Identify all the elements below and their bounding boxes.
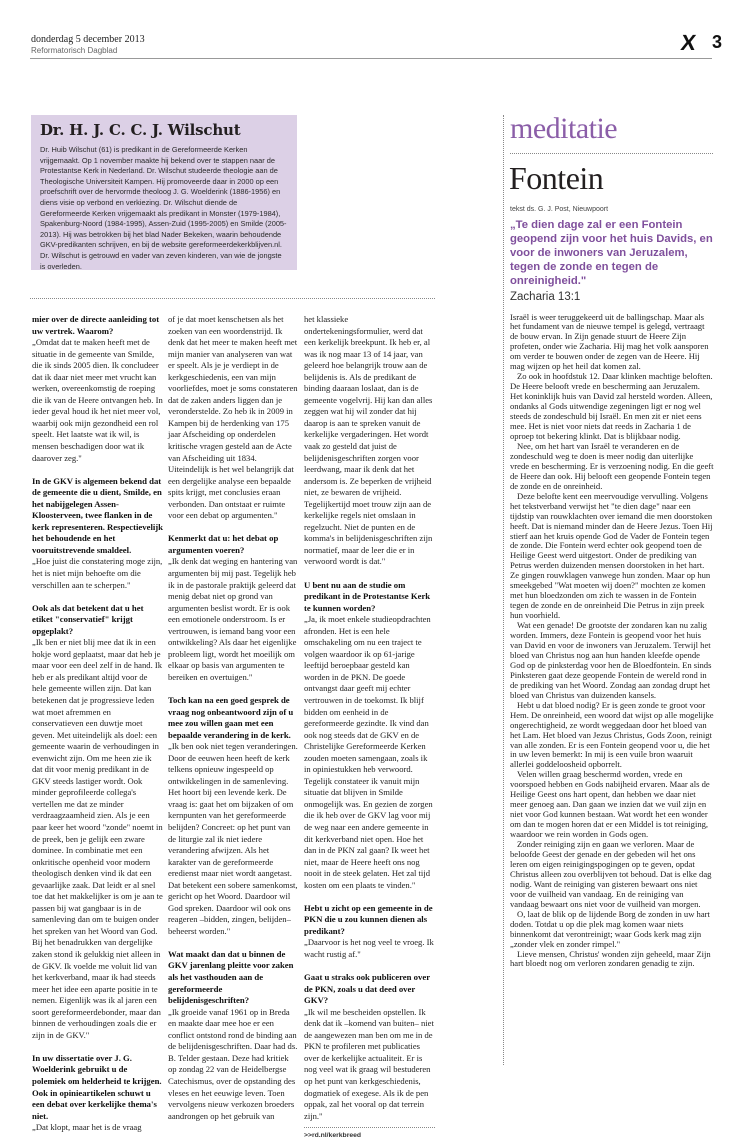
source-link[interactable]: >>rd.nl/kerkbreed	[304, 1132, 362, 1140]
bio-text: Dr. Huib Wilschut (61) is predikant in de Gereformeerde Kerken vrijgemaakt. Op 1 november maakte hij bekend over te stappen naar de Protestantse Kerk in Nederland. Dr. Wilschut studeerde theologie aan de Theologische Universiteit Kampen. Hij promoveerde daar in 2000 op een proefschrift over de hervormde theoloog J. G. Woelderink (1886-1956) en diens visie op verbond en verkiezing. Dr. Wilschut diende de Gereformeerde Kerken vrijgemaakt als predikant in Monster (1979-1984), Spakenburg-Noord (1984-1995), Assen-Zuid (1995-2005) en Smilde (2005-2013). Hij was betrokken bij het blad Nader Bekeken, waarin behoudende GKV-predikanten schrijven, en bij de website gereformeerdekerkblijven.nl. Dr. Wilschut is getrouwd en vader van zeven kinderen, van wie de jongste is overleden.	[40, 145, 287, 271]
interview-answer: „Daarvoor is het nog veel te vroeg. Ik wacht rustig af."	[304, 937, 434, 959]
article-title: Fontein	[509, 160, 604, 196]
interview-question: U bent nu aan de studie om predikant in de Protestantse Kerk te kunnen worden?	[304, 579, 431, 613]
interview-question: Kenmerkt dat u: het debat op argumenten voeren?	[168, 533, 279, 555]
paragraph-gap	[304, 568, 435, 580]
paragraph-gap	[168, 683, 299, 695]
meditatie-paragraph: Velen willen graag beschermd worden, vrede en voorspoed hebben en Gods nabijheid ervaren. Maar als de Heilige Geest ons hart opent, dan hebben we daar niet meer genoeg aan. Dan gaan we inzien dat we vuil zijn en niet voor God kunnen bestaan. Wat wordt het een wonder om dan te mogen horen dat er een Middel is tot reiniging, waardoor we rein worden in Gods ogen.	[510, 769, 710, 840]
meditatie-paragraph: Nee, om het hart van Israël te veranderen en de zondeschuld weg te doen is meer nodig dan uiterlijke vrede en bescherming. Er is verzoening nodig. En die geeft de Heere dan ook. Hij belooft een geopende Fontein tegen de zonde en de onreinheid.	[510, 440, 714, 491]
dotted-divider	[30, 298, 435, 299]
meditatie-paragraph: Lieve mensen, Christus' wonden zijn geheeld, maar Zijn hart bloedt nog om verloren zondaren genadig te zijn.	[510, 948, 711, 969]
interview-question: In de GKV is algemeen bekend dat de gemeente die u dient, Smilde, en het nabijgelegen Assen-Kloosterveen, twee flanken in de kerk representeren. Respectievelijk het behoudende en het vooruitstrevende smaldeel.	[32, 475, 164, 555]
newspaper-name: Reformatorisch Dagblad	[31, 46, 118, 55]
paragraph-gap	[32, 1041, 163, 1053]
interview-column-2	[168, 314, 299, 1122]
interview-question: In uw dissertatie over J. G. Woelderink gebruikt u de polemiek om helderheid te krijgen. Ook in opinieartikelen schuwt u een debat over kerkelijke thema's niet.	[32, 1052, 162, 1121]
scripture-reference: Zacharia 13:1	[510, 290, 581, 303]
meditatie-paragraph: Deze belofte kent een meervoudige vervulling. Volgens het tekstverband verwijst het "te dien dage" naar een tijdstip van rouwklachten over iemand die men doorstoken heeft. Dat is niemand minder dan de Heere Jezus. Toen Hij stierf aan het kruis opende God de Vader de Fontein tegen de zonde. Die Fontein werd echter ook geopend toen de Heilige Geest werd uitgestort. Onder de prediking van Petrus werden duizenden mensen doorstoken in het hart. Ze gingen rouwklagen vanwege hun zonden. Maar op hun smeekgebed "Wat moeten wij doen?" mochten ze komen met hun bloedzonden om zich te wassen in de Fontein tegen de zonde en de onreinheid Die Petrus in zijn preek hun voorhield.	[510, 490, 713, 621]
interview-column-3-text	[304, 314, 435, 1122]
scripture-quote: „Te dien dage zal er een Fontein geopend zijn voor het huis Davids, en voor de inwoners van Jeruzalem, tegen de zonde en tegen de onreinigheid."	[510, 219, 713, 287]
interview-question: Toch kan na een goed gesprek de vraag nog onbeantwoord zijn of u mee zou willen gaan met een bepaalde verandering in de kerk.	[168, 694, 294, 740]
interview-question: Gaat u straks ook publiceren over de PKN, zoals u dat deed over GKV?	[304, 972, 430, 1006]
interview-answer: „Ja, ik moet enkele studieopdrachten afronden. Het is een hele omschakeling om nu een traject te volgen waardoor ik op 61-jarige leeftijd beroepbaar gesteld kan worden in de PKN. De goede ontvangst daar geeft mij echter vertrouwen in de toekomst. Ik blijf bidden om eenheid in de gereformeerde gezindte. Ik vind dan ook nog steeds dat de GKV en de Christelijke Gereformeerde Kerken zouden moeten samengaan, zoals ik in opiniestukken heb verwoord. Tegelijk constateer ik vanuit mijn situatie dat blijven in Smilde onmogelijk was. En gezien de zorgen die ik heb over de GKV lag voor mij de weg naar een andere gemeente in dit kerkverband niet open. Hoe het dan in de PKN zal gaan? Ik weet het niet, maar de Heere heeft ons nog nooit in de steek gelaten. Het zal tijd kosten om een plaats te vinden."	[304, 614, 433, 890]
newspaper-logo-icon: X	[679, 30, 698, 55]
paragraph-gap	[32, 464, 163, 476]
paragraph-gap	[168, 522, 299, 534]
bio-box	[31, 115, 297, 270]
interview-answer: „Omdat dat te maken heeft met de situatie in de gemeente van Smilde, die ik sinds 2005 dien. Ik concludeer dat ik daar niet meer met vrucht kan werken, overeenkomstig de roeping die ik van de Heere ontvangen heb. In ieder geval houd ik het niet meer vol, waarbij ook mijn gezondheid een rol speelt. Het laatste wat ik wil, is mensen beschadigen door wat ik daarover zeg."	[32, 337, 163, 463]
meditatie-paragraph: Zo ook in hoofdstuk 12. Daar klinken machtige beloften. De Heere belooft vrede en bescherming aan Jeruzalem. Het koninklijk huis van David zal hersteld worden. Alleen, ondanks al Gods uitwendige zegeningen ligt er nog wel steeds de zondeschuld bij Israël. En men zit er niet eens mee. Het is niet voor niets dat reeds in Zacharia 1 de oproep tot bekering klinkt. Dat is blijkbaar nodig.	[510, 371, 713, 441]
meditatie-paragraph: Israël is weer teruggekeerd uit de ballingschap. Maar als het fundament van de nieuwe tempel is gelegd, vertraagt de bouw ervan. In Zijn genade stuurt de Heere Zijn profeten, onder wie Zacharia. Hij mag het volk aansporen om verder te bouwen onder de zegen van de Heere. Hij mag wijzen op het heil dat komen zal.	[510, 311, 709, 372]
paragraph-gap	[32, 591, 163, 603]
dotted-divider	[510, 153, 713, 154]
meditatie-paragraph: Hebt u dat bloed nodig? Er is geen zonde te groot voor Hem. De onreinheid, een woord dat wijst op alle mogelijke ongerechtigheid, ze wordt weggedaan door het bloed van het Lam. Het bloed van Jezus Christus, Gods Zoon, reinigt van alle zonden. Er is een Fontein geopend voor u, die het in uw leven bemerkt: In mij is een vuile bron waaruit allerlei goddeloosheid opborrelt.	[510, 699, 714, 770]
header-divider	[30, 58, 712, 59]
interview-answer: of je dat moet kenschetsen als het zoeken van een woordenstrijd. Ik denk dat het meer te maken heeft met mijn manier van analyseren van wat er speelt. Als je je verdiept in de kerkgeschiedenis, een van mijn voorliefdes, moet je soms constateren dat de zaken anders liggen dan je veronderstelde. Zo heb ik in 2009 in Kampen bij de herdenking van 175 jaar Afscheiding op onderdelen kritische vragen gesteld aan de Acte van Afscheiding uit 1834. Uiteindelijk is het wel belangrijk dat een dergelijke analyse een bepaalde spits krijgt, met conclusies eraan verbonden. Dan ontstaat er ruimte voor een debat op argumenten."	[168, 314, 298, 521]
section-kicker: meditatie	[510, 112, 618, 145]
meditatie-paragraph: Wat een genade! De grootste der zondaren kan nu zalig worden. Immers, deze Fontein is geopend voor het huis van David en voor de inwoners van Jeruzalem. Terwijl het bloed van Christus nog aan hun handen kleefde opende God op de pinksterdag voor hen de Bloedfontein. En sinds Pinksteren gaat deze geopende Fontein de wereld rond in de prediking van het Woord. Zondag aan zondag drupt het bloed van Christus van duizenden kansels.	[510, 620, 712, 700]
meditatie-body	[510, 313, 714, 970]
interview-answer: „Ik ben ook niet tegen veranderingen. Door de eeuwen heen heeft de kerk telkens opnieuw ingespeeld op ontwikkelingen in de samenleving. Het hoort bij een levende kerk. De vraag is: gaat het om bijzaken of om kernpunten van het gereformeerde belijden? Concreet: op het punt van de liturgie zal ik niet iedere verandering afwijzen. Als het karakter van de gereformeerde eredienst maar niet wordt aangetast. Dat betekent een sobere samenkomst, gericht op het Woord. Daardoor wil God spreken. Daardoor wil ook ons reageren –bidden, zingen, belijden– beheerst worden."	[168, 741, 298, 936]
paragraph-gap	[168, 937, 299, 949]
interview-answer: „Ik groeide vanaf 1961 op in Breda en maakte daar mee hoe er een conflict ontstond rond de binding aan de belijdenisgeschriften. Daar had ds. B. Telder gestaan. Deze had kritiek op zondag 22 van de Heidelbergse Catechismus, over de opstanding des vleses en het eeuwige leven. Toen vervolgens nieuw verkozen broeders aandrongen op het gebruik van	[168, 1006, 298, 1121]
interview-answer: „Ik denk dat weging en hantering van argumenten bij mij past. Tegelijk heb ik in de pastorale praktijk geleerd dat menig debat niet op grond van argumenten beslist wordt. Er is ook een emotionele onderstroom. Is er vertrouwen, is iemand bang voor een ontwikkeling? Als daar het eigenlijke probleem ligt, wordt het moeilijk om elkaar op basis van argumenten te bereiken en overtuigen."	[168, 556, 298, 682]
interview-answer: het klassieke ondertekeningsformulier, werd dat een kerkelijk breekpunt. Ik heb er, al was ik nog maar 13 of 14 jaar, van geleerd hoe belangrijk trouw aan de belijdenis is. Als de predikant de binding daaraan loslaat, dan is de gemeente vogelvrij. Hij kan dan alles zeggen wat hij wil zonder dat hij daarop is aan te spreken vanuit de kerkelijke vergaderingen. Het wordt vaak zo gesteld dat juist de belijdenisgeschriften zorgen voor leerdwang, maar ik denk dat het andersom is. Ze beperken de vrijheid niet, ze bewaren de vrijheid. Tegelijkertijd moet trouw zijn aan de kerkelijke regels niet omslaan in regelzucht. Niet de punten en de komma's in belijdenisgeschriften zijn normatief, maar de leer die er in verwoord wordt is dat."	[304, 314, 433, 567]
issue-date: donderdag 5 december 2013	[31, 34, 145, 45]
interview-question: Hebt u zicht op een gemeente in de PKN die u zou kunnen dienen als predikant?	[304, 902, 433, 936]
bio-name: Dr. H. J. C. C. J. Wilschut	[40, 121, 241, 139]
interview-column-1	[32, 314, 163, 1134]
column-divider	[503, 115, 504, 1065]
paragraph-gap	[304, 891, 435, 903]
interview-question: Ook als dat betekent dat u het etiket "conservatief" krijgt opgeplakt?	[32, 602, 144, 636]
page-number: 3	[712, 32, 723, 52]
paragraph-gap	[304, 961, 435, 973]
dotted-divider	[304, 1127, 435, 1128]
interview-question: mier over de directe aanleiding tot uw vertrek. Waarom?	[32, 314, 160, 336]
meditatie-paragraph: O, laat de blik op de lijdende Borg de zonden in uw hart doden. Totdat u op die plek mag komen waar niets binnenkomt dat verontreinigt; waar Gods kerk mag zijn „zonder vlek en zonder rimpel."	[510, 908, 710, 949]
interview-question: Wat maakt dan dat u binnen de GKV jarenlang pleitte voor zaken als het vasthouden aan de gereformeerde belijdenisgeschriften?	[168, 948, 294, 1006]
meditatie-paragraph: Zonder reiniging zijn en gaan we verloren. Maar de beloofde Geest der genade en der gebeden wil het ons leren om eigen reinigingspogingen op te geven, opdat Christus alleen zou overblijven tot behoud. Dat is elke dag nodig. Want de reiniging van gisteren bewaart ons niet voor de vuilheid van vandaag. En de reiniging van vandaag bewaart ons niet voor de vuilheid van morgen.	[510, 839, 712, 909]
interview-answer: „Dat klopt, maar het is de vraag	[32, 1122, 142, 1133]
interview-answer: „Hoe juist die constatering moge zijn, het is niet mijn behoefte om die verschillen aan te scherpen."	[32, 556, 163, 590]
interview-answer: „Ik ben er niet blij mee dat ik in een hokje word geplaatst, maar dat heb je maar voor een deel zelf in de hand. Ik heb er als predikant altijd voor de hele gemeente willen zijn. Dat kan betekenen dat je progressieve leden wat moet afremmen en conservatieven een duwtje moet geven. Met uiteindelijk als doel: een gemeente waarin de verhoudingen in evenwicht zijn. Om me heen zie ik dat dit voor menig predikant in de GKV steeds lastiger wordt. Ook minder geprofileerde collega's vertellen me dat ze minder verdraagzaamheid zien. Als je een paar keer het woord "zonde" noemt in de preek, ben je gelijk een zware dominee. In combinatie met een onkritische openheid voor modern theologisch denken vind ik dat een gevaarlijke zaak. Dat leidt er al snel toe dat het makkelijker is om je aan te passen bij wat gangbaar is in de samenleving dan om te buigen onder het spreken van het Woord van God. Bij het benadrukken van dergelijke zaken stond ik gelukkig niet alleen in de GKV. Ik voelde me voluit lid van het kerkverband, maar ik had steeds meer het idee een aparte positie in te nemen. Eigenlijk was ik al jaren een soort gereformeerdebonder, maar dan binnen de verhoudingen zoals die er zijn in de GKV."	[32, 637, 163, 1040]
interview-answer: „Ik wil me bescheiden opstellen. Ik denk dat ik –komend van buiten– niet de aangewezen man ben om me in de PKN te profileren met publicaties over de kerkelijke actualiteit. Er is nog veel wat ik graag wil bestuderen op het punt van kerkgeschiedenis, dogmatiek of exegese. Als ik de pen oppak, zal het vooral op dat terrein zijn."	[304, 1006, 434, 1121]
byline: tekst ds. G. J. Post, Nieuwpoort	[510, 206, 609, 213]
interview-column-3	[304, 314, 435, 1140]
meditatie-content	[510, 219, 715, 969]
